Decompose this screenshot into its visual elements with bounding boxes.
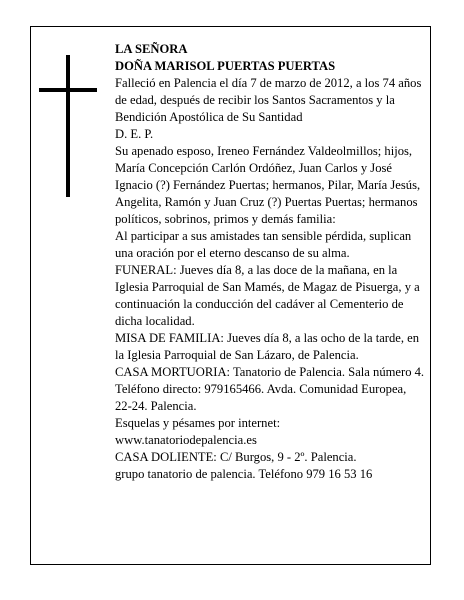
- website-link[interactable]: www.tanatoriodepalencia.es: [115, 433, 257, 447]
- deceased-name: DOÑA MARISOL PUERTAS PUERTAS: [115, 59, 336, 73]
- obituary-heading: LA SEÑORA: [115, 42, 188, 56]
- cross-horizontal-bar: [39, 88, 97, 92]
- obituary-text: [115, 41, 425, 483]
- rip-text: D. E. P.: [115, 127, 154, 141]
- family-list: Su apenado esposo, Ireneo Fernández Valdeolmillos; hijos, María Concepción Carlón Ordóñez, Juan Carlos y José Ignacio (?) Fernández Puertas; hermanos, Pilar, María Jesús, Angelita, Ramón y Juan Cruz (?) Puertas Puertas; hermanos políticos, sobrinos, primos y demás familia:: [115, 144, 421, 226]
- footer-contact: grupo tanatorio de palencia. Teléfono 979 16 53 16: [115, 467, 373, 481]
- funeral-info: FUNERAL: Jueves día 8, a las doce de la mañana, en la Iglesia Parroquial de San Mamés, de Magaz de Pisuerga, y a continuación la conducción del cadáver al Cementerio de dicha localidad.: [115, 263, 420, 328]
- cross-icon: [39, 55, 97, 197]
- family-mass-info: MISA DE FAMILIA: Jueves día 8, a las ocho de la tarde, en la Iglesia Parroquial de San Lázaro, de Palencia.: [115, 331, 420, 362]
- mortuary-info: CASA MORTUORIA: Tanatorio de Palencia. Sala número 4. Teléfono directo: 979165466. Avda. Comunidad Europea, 22-24. Palencia.: [115, 365, 425, 413]
- online-condolences-label: Esquelas y pésames por internet:: [115, 416, 281, 430]
- death-info: Falleció en Palencia el día 7 de marzo de 2012, a los 74 años de edad, después de recibir los Santos Sacramentos y la Bendición Apostólica de Su Santidad: [115, 76, 422, 124]
- mourning-house-info: CASA DOLIENTE: C/ Burgos, 9 - 2º. Palencia.: [115, 450, 357, 464]
- obituary-notice: [30, 26, 431, 565]
- cross-vertical-bar: [66, 55, 70, 197]
- prayer-request: Al participar a sus amistades tan sensible pérdida, suplican una oración por el eterno descanso de su alma.: [115, 229, 412, 260]
